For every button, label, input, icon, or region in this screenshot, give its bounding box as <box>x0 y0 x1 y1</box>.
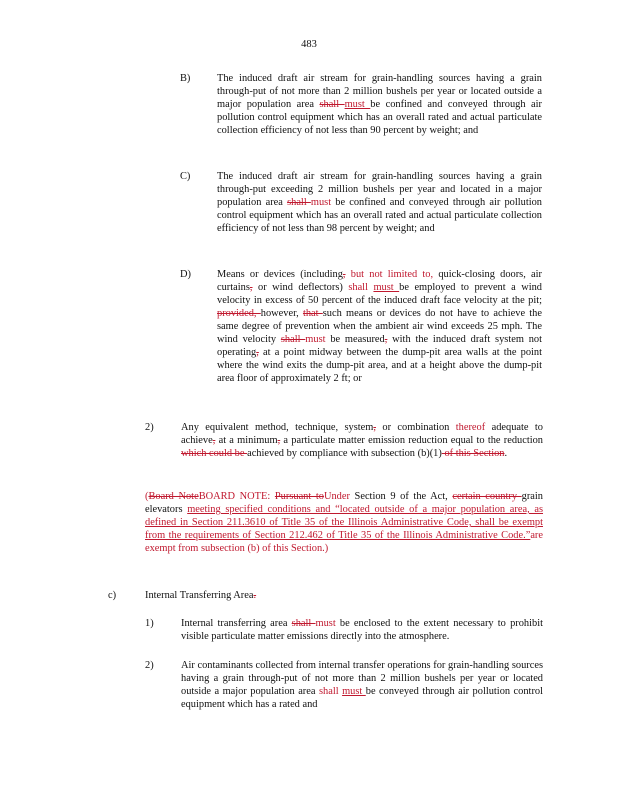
inserted-text: must <box>310 197 336 208</box>
item-2-text <box>181 421 543 460</box>
item-b-label: B) <box>180 73 191 84</box>
text-run: at a point midway between the dump-pit area walls at the point where the wind exits the dump-pit area, and at a height above the dump-pit area floor of approximately 2 ft; or <box>217 347 542 384</box>
inserted-text: must <box>305 334 331 345</box>
deleted-text: shall <box>319 99 345 110</box>
item-2-label: 2) <box>145 422 154 433</box>
deleted-text: , <box>256 347 259 358</box>
inserted-underlined-text: meeting specified conditions and “located outside of a major population area, as defined in Section 211.3610 of Title 35 of the Illinois Administrative Code, shall be exempt from the requirements of Section 212.462 of Title 35 of the Illinois Administrative Code.” <box>145 504 543 541</box>
text-run: however, <box>260 308 303 319</box>
deleted-text: shall <box>280 334 306 345</box>
text-run: Internal transferring area <box>181 618 292 629</box>
inserted-text: Under <box>323 491 350 502</box>
inserted-text: thereof <box>455 422 486 433</box>
text-run: The induced draft air stream for grain-handling sources having a grain through-put exceeding 2 million bushels per year and located in a major population area <box>217 171 542 208</box>
inserted-text: but not limited to, <box>345 269 434 280</box>
inserted-text: BOARD NOTE: <box>198 491 275 502</box>
deleted-text: shall <box>287 197 311 208</box>
text-run: such means or devices do not have to achieve the same degree of prevention when the ambient air wind exceeds 25 mph. The wind velocity <box>217 308 542 345</box>
text-run: a particulate matter emission reduction equal to the reduction <box>280 435 543 446</box>
text-run: Air contaminants collected from internal transfer operations for grain-handling sources having a grain through-put of not more than 2 million bushels per year or located outside a major population area <box>181 660 543 697</box>
text-run: or wind deflectors) <box>252 282 349 293</box>
text-run: . <box>504 448 508 459</box>
c-item-1-text <box>181 617 543 643</box>
item-c-text <box>217 170 542 235</box>
text-run: be measured <box>330 334 385 345</box>
page-number: 483 <box>301 39 317 50</box>
inserted-underlined-text: must <box>344 99 371 110</box>
deleted-text: certain country <box>452 491 522 502</box>
text-run: adequate to achieve <box>181 422 543 446</box>
deleted-text: that <box>302 308 323 319</box>
section-c-heading <box>145 589 525 602</box>
text-run: be employed to prevent a wind velocity in excess of 50 percent of the induced draft face velocity at the pit; <box>217 282 542 306</box>
inserted-underlined-text: must <box>342 686 366 697</box>
c-item-2-text <box>181 659 543 711</box>
item-d-label: D) <box>180 269 191 280</box>
deleted-text: shall <box>291 618 316 629</box>
inserted-text: shall <box>318 686 343 697</box>
text-run: at a minimum <box>215 435 278 446</box>
text-run: or combination <box>375 422 456 433</box>
deleted-text: , <box>373 422 376 433</box>
text-run: Any equivalent method, technique, system <box>181 422 374 433</box>
deleted-text: , <box>249 282 253 293</box>
deleted-text: , <box>384 334 388 345</box>
deleted-text: , <box>212 435 216 446</box>
inserted-text: ( <box>145 491 149 502</box>
deleted-text: which could be <box>181 448 248 459</box>
text-run: The induced draft air stream for grain-handling sources having a grain through-put of not more than 2 million bushels per year or located outside a major population area <box>217 73 542 110</box>
inserted-text: are exempt from subsection (b) of this Section.) <box>145 530 543 554</box>
board-note <box>145 490 543 555</box>
inserted-text: shall <box>348 282 374 293</box>
section-c-label: c) <box>108 590 117 601</box>
c-item-1-label: 1) <box>145 618 154 629</box>
inserted-text: must <box>315 618 340 629</box>
deleted-text: , <box>342 269 346 280</box>
item-b-text <box>217 72 542 137</box>
text-run: Means or devices (including <box>217 269 343 280</box>
item-c-label: C) <box>180 171 191 182</box>
deleted-text: provided, <box>217 308 261 319</box>
deleted-text: Pursuant to <box>274 491 324 502</box>
text-run: quick-closing doors, air curtains <box>217 269 542 293</box>
text-run: be confined and conveyed through air pollution control equipment which has an overall rated and actual particulate collection efficiency of not less than 90 percent by weight; and <box>217 99 542 136</box>
deleted-text: . <box>253 590 257 601</box>
text-run: Internal Transferring Area <box>145 590 254 601</box>
text-run: achieved by compliance with subsection (b)(1) <box>247 448 442 459</box>
deleted-text: , <box>277 435 281 446</box>
text-run: be enclosed to the extent necessary to prohibit visible particulate matter emissions directly into the atmosphere. <box>181 618 543 642</box>
text-run: with the induced draft system not operating <box>217 334 542 358</box>
c-item-2-label: 2) <box>145 660 154 671</box>
text-run: grain elevators <box>145 491 543 515</box>
text-run: be confined and conveyed through air pollution control equipment which has an overall rated and actual particulate collection efficiency of not less than 98 percent by weight; and <box>217 197 543 234</box>
deleted-text: of this Section <box>441 448 505 459</box>
item-d-text <box>217 268 542 385</box>
deleted-text: Board Note <box>148 491 199 502</box>
inserted-underlined-text: must <box>373 282 400 293</box>
text-run: Section 9 of the Act, <box>349 491 453 502</box>
text-run: be conveyed through air pollution control equipment which has a rated and <box>181 686 543 710</box>
